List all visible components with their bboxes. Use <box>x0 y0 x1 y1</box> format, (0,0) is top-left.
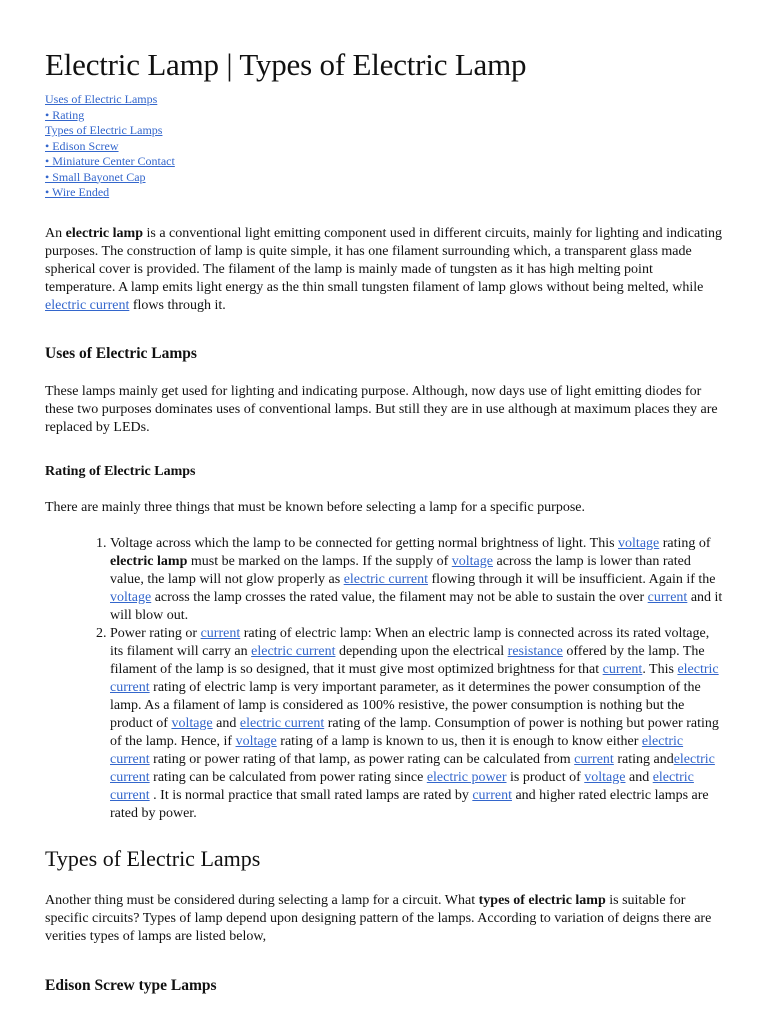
toc-link-uses[interactable]: Uses of Electric Lamps <box>45 92 158 106</box>
toc-link-edison-screw[interactable]: • Edison Screw <box>45 138 119 153</box>
link-voltage[interactable]: voltage <box>171 715 213 731</box>
heading-uses: Uses of Electric Lamps <box>45 344 197 362</box>
toc-link-small-bayonet-cap[interactable]: • Small Bayonet Cap <box>45 169 146 184</box>
link-current[interactable]: current <box>602 661 643 677</box>
link-voltage[interactable]: voltage <box>451 553 493 569</box>
bold-term: types of electric lamp <box>478 892 606 908</box>
link-electric-power[interactable]: electric power <box>426 769 507 785</box>
rating-list <box>45 535 723 823</box>
link-electric-current[interactable]: electric current <box>110 769 694 803</box>
rating-paragraph: There are mainly three things that must be known before selecting a lamp for a specific purpose. <box>45 499 585 515</box>
link-electric-current[interactable]: electric current <box>45 297 130 313</box>
link-current[interactable]: current <box>647 589 688 605</box>
link-electric-current[interactable]: electric current <box>251 643 336 659</box>
heading-types: Types of Electric Lamps <box>45 845 261 871</box>
uses-paragraph: These lamps mainly get used for lighting and indicating purpose. Although, now days use of light emitting diodes for these two purposes dominates uses of conventional lamps. But still they are in use although at maximum places they are replaced by LEDs. <box>45 383 718 435</box>
toc-link-miniature-center-contact[interactable]: • Miniature Center Contact <box>45 154 175 168</box>
link-electric-current[interactable]: electric current <box>239 715 325 731</box>
heading-edison-screw: Edison Screw type Lamps <box>45 976 217 994</box>
list-item-voltage: 1. Voltage across which the lamp to be connected for getting normal brightness of light. This voltage rating of electric lamp must be marked on the lamps. If the supply of voltage across the lamp is lower than rated value, the lamp will not glow properly as electric current flowing through it will be insufficient. Again if the voltage across the lamp crosses the rated value, the filament may not be able to sustain the over current and it will blow out. <box>110 535 723 625</box>
toc-link-wire-ended[interactable]: • Wire Ended <box>45 185 110 199</box>
bold-term: electric lamp <box>110 553 188 569</box>
link-voltage[interactable]: voltage <box>235 733 277 749</box>
link-current[interactable]: current <box>200 625 241 641</box>
page-title: Electric Lamp | Types of Electric Lamp <box>45 47 527 82</box>
link-resistance[interactable]: resistance <box>507 643 563 659</box>
link-current[interactable]: current <box>574 751 614 767</box>
bold-term: electric lamp <box>65 225 143 241</box>
list-item-power-rating: 2. Power rating or current rating of electric lamp: When an electric lamp is connected across its rated voltage, its filament will carry an electric current depending upon the electrical resistance offered by the lamp. The filament of the lamp is so designed, that it must give most optimized brightness for that current. This electric current rating of electric lamp is very important parameter, as it determines the power consumption of the lamp. As a filament of lamp is considered as 100% resistive, the power consumption is nothing but the product of voltage and electric current rating of the lamp. Consumption of power is nothing but power rating of the lamp. Hence, if voltage rating of a lamp is known to us, then it is enough to know either electric current rating or power rating of that lamp, as power rating can be calculated from current rating andelectric current rating can be calculated from power rating since electric power is product of voltage and electric current . It is normal practice that small rated lamps are rated by current and higher rated electric lamps are rated by power. <box>110 625 723 823</box>
link-electric-current[interactable]: electric current <box>110 661 719 695</box>
link-voltage[interactable]: voltage <box>110 589 152 605</box>
link-electric-current[interactable]: electric current <box>110 733 684 767</box>
link-electric-current[interactable]: electric current <box>343 571 429 587</box>
table-of-contents <box>45 92 723 201</box>
link-electric-current[interactable]: electric current <box>110 751 715 785</box>
intro-paragraph: An electric lamp is a conventional light emitting component used in different circuits, mainly for lighting and indicating purposes. The construction of lamp is quite simple, it has one filament surrounding which, a transparent glass made spherical cover is provided. The filament of the lamp is mainly made of tungsten as it has high melting point temperature. A lamp emits light energy as the thin small tungsten filament of lamp glows without being melted, while electric current flows through it. <box>45 225 723 313</box>
toc-link-rating[interactable]: • Rating <box>45 107 85 122</box>
types-paragraph: Another thing must be considered during selecting a lamp for a circuit. What types of electric lamp is suitable for specific circuits? Types of lamp depend upon designing pattern of the lamps. According to variation of deigns there are verities types of lamps are listed below, <box>45 892 712 944</box>
link-voltage[interactable]: voltage <box>618 535 660 551</box>
heading-rating: Rating of Electric Lamps <box>45 463 196 479</box>
link-voltage[interactable]: voltage <box>584 769 626 785</box>
link-current[interactable]: current <box>472 787 512 803</box>
toc-link-types[interactable]: Types of Electric Lamps <box>45 123 163 137</box>
